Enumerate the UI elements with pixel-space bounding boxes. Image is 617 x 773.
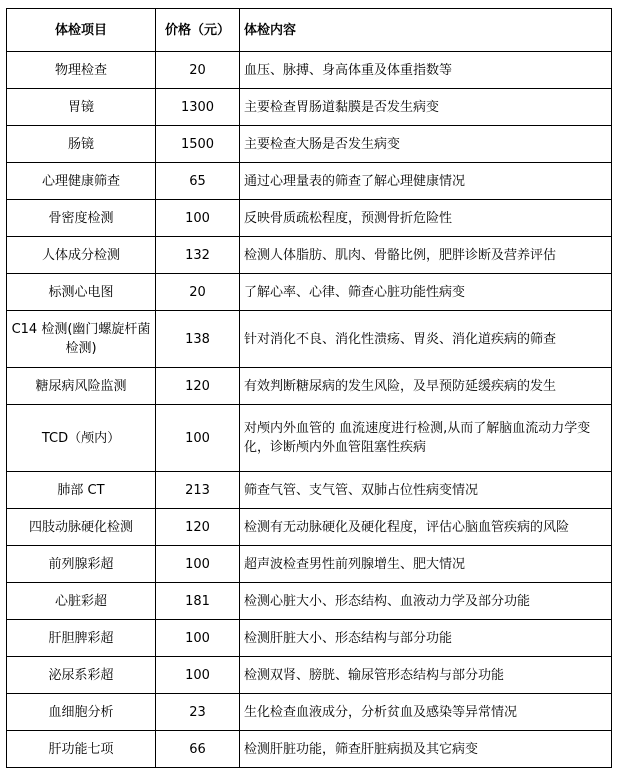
- header-item-name: 体检项目: [7, 9, 156, 52]
- item-name: 人体成分检测: [7, 237, 156, 274]
- item-name: 骨密度检测: [7, 200, 156, 237]
- item-name: 心理健康筛查: [7, 163, 156, 200]
- item-name: 肠镜: [7, 126, 156, 163]
- item-name: 四肢动脉硬化检测: [7, 509, 156, 546]
- table-row: [7, 657, 612, 694]
- item-price: 213: [156, 472, 240, 509]
- item-content: 检测双肾、膀胱、输尿管形态结构与部分功能: [240, 657, 612, 694]
- table-row: [7, 694, 612, 731]
- item-name: TCD（颅内）: [7, 405, 156, 472]
- table-row: [7, 126, 612, 163]
- item-name: 标测心电图: [7, 274, 156, 311]
- item-content: 检测有无动脉硬化及硬化程度，评估心脑血管疾病的风险: [240, 509, 612, 546]
- table-row: [7, 52, 612, 89]
- item-name: 物理检查: [7, 52, 156, 89]
- item-price: 120: [156, 509, 240, 546]
- header-price: 价格（元）: [156, 9, 240, 52]
- item-name: 胃镜: [7, 89, 156, 126]
- item-name: 肺部 CT: [7, 472, 156, 509]
- item-content: 有效判断糖尿病的发生风险，及早预防延缓疾病的发生: [240, 368, 612, 405]
- item-content: 通过心理量表的筛查了解心理健康情况: [240, 163, 612, 200]
- table-row: [7, 472, 612, 509]
- item-price: 23: [156, 694, 240, 731]
- item-price: 100: [156, 200, 240, 237]
- item-price: 100: [156, 657, 240, 694]
- item-content: 超声波检查男性前列腺增生、肥大情况: [240, 546, 612, 583]
- item-price: 100: [156, 620, 240, 657]
- item-content: 对颅内外血管的 血流速度进行检测,从而了解脑血流动力学变化，诊断颅内外血管阻塞性疾病: [240, 405, 612, 472]
- table-row: [7, 311, 612, 368]
- item-name: 肝胆脾彩超: [7, 620, 156, 657]
- item-content: 反映骨质疏松程度，预测骨折危险性: [240, 200, 612, 237]
- table-row: [7, 274, 612, 311]
- table-row: [7, 731, 612, 768]
- table-row: [7, 620, 612, 657]
- item-name: 糖尿病风险监测: [7, 368, 156, 405]
- table-row: [7, 583, 612, 620]
- header-content: 体检内容: [240, 9, 612, 52]
- item-price: 132: [156, 237, 240, 274]
- item-price: 20: [156, 52, 240, 89]
- table-row: [7, 200, 612, 237]
- item-price: 100: [156, 546, 240, 583]
- table-row: [7, 163, 612, 200]
- item-name: 心脏彩超: [7, 583, 156, 620]
- table-row: [7, 405, 612, 472]
- item-price: 181: [156, 583, 240, 620]
- item-price: 65: [156, 163, 240, 200]
- item-content: 了解心率、心律、筛查心脏功能性病变: [240, 274, 612, 311]
- item-price: 1500: [156, 126, 240, 163]
- table-row: [7, 368, 612, 405]
- exam-items-table: [6, 8, 612, 768]
- table-header-row: [7, 9, 612, 52]
- item-name: 肝功能七项: [7, 731, 156, 768]
- item-content: 检测肝脏大小、形态结构与部分功能: [240, 620, 612, 657]
- item-content: 主要检查胃肠道黏膜是否发生病变: [240, 89, 612, 126]
- item-price: 1300: [156, 89, 240, 126]
- table-row: [7, 237, 612, 274]
- item-price: 20: [156, 274, 240, 311]
- item-content: 筛查气管、支气管、双肺占位性病变情况: [240, 472, 612, 509]
- item-price: 138: [156, 311, 240, 368]
- item-content: 针对消化不良、消化性溃疡、胃炎、消化道疾病的筛查: [240, 311, 612, 368]
- item-content: 检测肝脏功能，筛查肝脏病损及其它病变: [240, 731, 612, 768]
- item-price: 66: [156, 731, 240, 768]
- table-row: [7, 546, 612, 583]
- item-content: 检测人体脂肪、肌肉、骨骼比例，肥胖诊断及营养评估: [240, 237, 612, 274]
- table-row: [7, 509, 612, 546]
- item-content: 主要检查大肠是否发生病变: [240, 126, 612, 163]
- item-name: C14 检测(幽门螺旋杆菌检测): [7, 311, 156, 368]
- table-row: [7, 89, 612, 126]
- item-content: 生化检查血液成分，分析贫血及感染等异常情况: [240, 694, 612, 731]
- item-name: 前列腺彩超: [7, 546, 156, 583]
- item-content: 血压、脉搏、身高体重及体重指数等: [240, 52, 612, 89]
- item-content: 检测心脏大小、形态结构、血液动力学及部分功能: [240, 583, 612, 620]
- item-price: 100: [156, 405, 240, 472]
- item-name: 泌尿系彩超: [7, 657, 156, 694]
- item-name: 血细胞分析: [7, 694, 156, 731]
- item-price: 120: [156, 368, 240, 405]
